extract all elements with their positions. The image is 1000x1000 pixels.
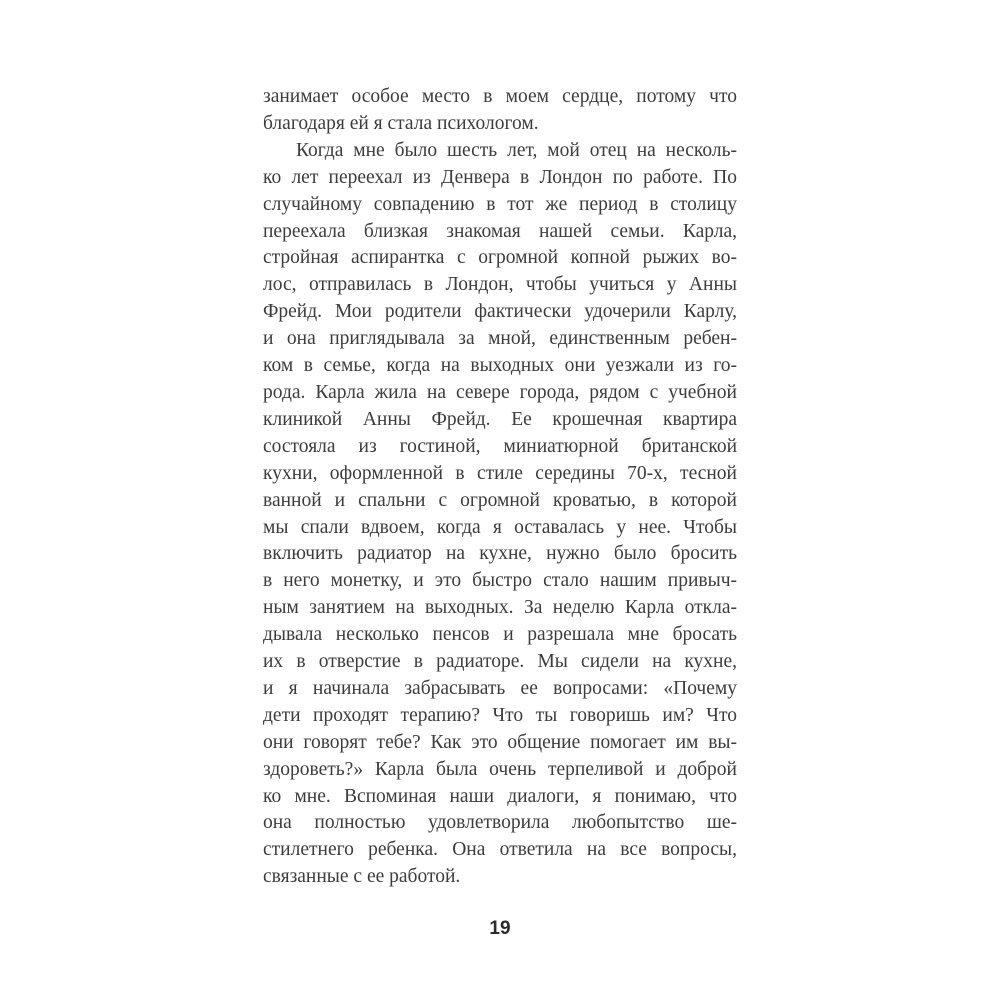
text-line: Фрейд. Мои родители фактически удочерили Карлу, [263, 301, 737, 323]
text-line: стройная аспирантка с огромной копной рыжих во- [263, 247, 737, 269]
text-line: их в отверстие в радиаторе. Мы сидели на кухне, [263, 651, 737, 673]
text-line: здороветь?» Карла была очень терпеливой и доброй [263, 758, 737, 780]
text-line: занимает особое место в моем сердце, потому что [263, 86, 737, 107]
text-line: клиникой Анны Фрейд. Ее крошечная квартира [263, 408, 737, 430]
text-line: они говорят тебе? Как это общение помогает им вы- [263, 731, 737, 753]
text-line: кухни, оформленной в стиле середины 70-х, тесной [263, 462, 737, 484]
text-line: дывала несколько пенсов и разрешала мне бросать [263, 624, 737, 646]
text-line: и она приглядывала за мной, единственным ребен- [263, 328, 737, 350]
text-line: ко мне. Вспоминая наши диалоги, я понимаю, что [263, 785, 737, 807]
text-line: ко лет переехал из Денвера в Лондон по работе. По [263, 166, 737, 188]
text-line: состояла из гостиной, миниатюрной британской [263, 435, 737, 457]
text-line: она полностью удовлетворила любопытство ше- [263, 812, 737, 834]
text-line: случайному совпадению в тот же период в столицу [263, 193, 737, 215]
text-line: переехала близкая знакомая нашей семьи. Карла, [263, 220, 737, 242]
text-line: стилетнего ребенка. Она ответила на все вопросы, [263, 839, 737, 861]
text-line: благодаря ей я стала психологом. [263, 112, 539, 134]
text-line: ным занятием на выходных. За неделю Карла откла- [263, 597, 737, 619]
text-line: Когда мне было шесть лет, мой отец на несколь- [296, 139, 737, 161]
text-line: ком в семье, когда на выходных они уезжали из го- [263, 355, 737, 377]
text-line: рода. Карла жила на севере города, рядом с учебной [263, 381, 737, 403]
text-line: мы спали вдвоем, когда я оставалась у нее. Чтобы [263, 516, 737, 538]
text-line: в него монетку, и это быстро стало нашим привыч- [263, 570, 737, 592]
text-line: лос, отправилась в Лондон, чтобы учиться у Анны [263, 274, 737, 296]
text-line: ванной и спальни с огромной кроватью, в которой [263, 489, 737, 511]
text-line: включить радиатор на кухне, нужно было бросить [263, 543, 737, 565]
text-line: и я начинала забрасывать ее вопросами: «Почему [263, 677, 737, 699]
text-line: связанные с ее работой. [263, 866, 461, 888]
text-line: дети проходят терапию? Что ты говоришь им? Что [263, 704, 737, 726]
page-number: 19 [489, 918, 511, 939]
text-block [263, 84, 737, 891]
